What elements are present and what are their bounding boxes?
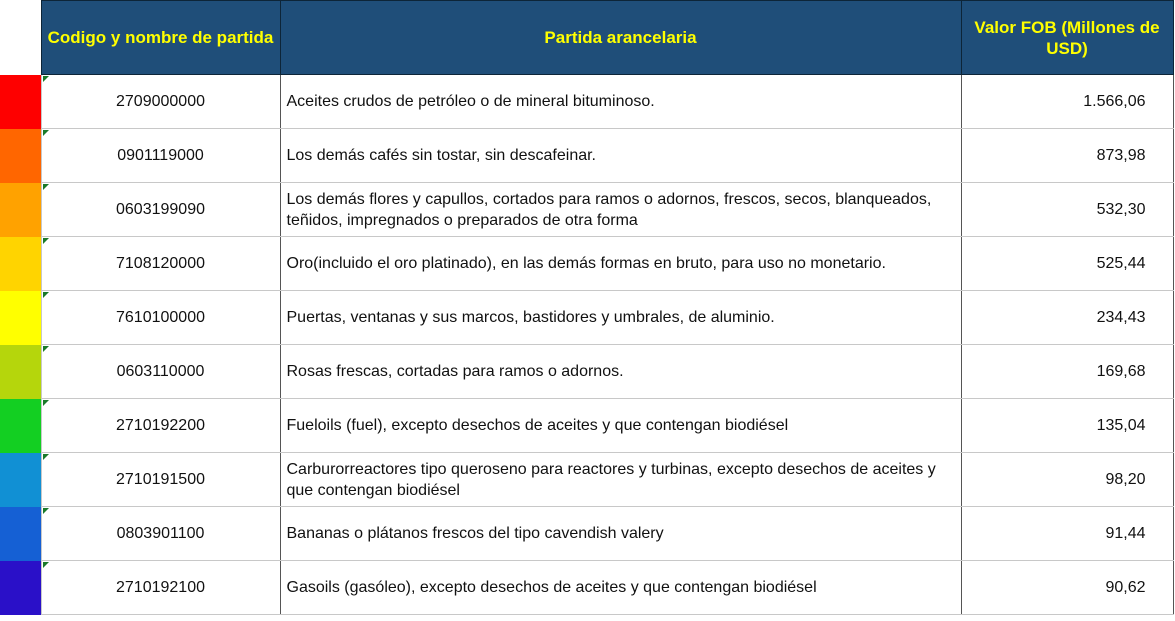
- tariff-code-cell[interactable]: 0603199090: [41, 183, 280, 237]
- cell-comment-indicator-icon: [43, 184, 49, 190]
- tariff-description-cell[interactable]: Aceites crudos de petróleo o de mineral bituminoso.: [280, 75, 961, 129]
- tariff-code-cell[interactable]: 2709000000: [41, 75, 280, 129]
- tariff-description-cell[interactable]: Puertas, ventanas y sus marcos, bastidores y umbrales, de aluminio.: [280, 291, 961, 345]
- fob-value-cell[interactable]: 873,98: [961, 129, 1173, 183]
- table-row: [0, 453, 1173, 507]
- tariff-code-cell[interactable]: 0803901100: [41, 507, 280, 561]
- row-color-swatch: [0, 237, 41, 291]
- header-value[interactable]: Valor FOB (Millones de USD): [961, 1, 1173, 75]
- row-color-swatch: [0, 453, 41, 507]
- table-row: [0, 183, 1173, 237]
- row-color-swatch: [0, 129, 41, 183]
- table-row: [0, 399, 1173, 453]
- row-color-swatch: [0, 183, 41, 237]
- table-body: [0, 75, 1173, 615]
- header-blank-cell: [0, 1, 41, 75]
- cell-comment-indicator-icon: [43, 400, 49, 406]
- table-row: [0, 75, 1173, 129]
- fob-value-cell[interactable]: 525,44: [961, 237, 1173, 291]
- header-code[interactable]: Codigo y nombre de partida: [41, 1, 280, 75]
- fob-value-cell[interactable]: 234,43: [961, 291, 1173, 345]
- tariff-description-cell[interactable]: Oro(incluido el oro platinado), en las demás formas en bruto, para uso no monetario.: [280, 237, 961, 291]
- tariff-description-cell[interactable]: Los demás flores y capullos, cortados para ramos o adornos, frescos, secos, blanqueados, teñidos, impregnados o preparados de otra forma: [280, 183, 961, 237]
- table-row: [0, 345, 1173, 399]
- fob-value-cell[interactable]: 98,20: [961, 453, 1173, 507]
- cell-comment-indicator-icon: [43, 238, 49, 244]
- cell-comment-indicator-icon: [43, 292, 49, 298]
- fob-value-cell[interactable]: 532,30: [961, 183, 1173, 237]
- row-color-swatch: [0, 75, 41, 129]
- row-color-swatch: [0, 345, 41, 399]
- cell-comment-indicator-icon: [43, 76, 49, 82]
- table-row: [0, 561, 1173, 615]
- cell-comment-indicator-icon: [43, 346, 49, 352]
- cell-comment-indicator-icon: [43, 508, 49, 514]
- tariff-description-cell[interactable]: Los demás cafés sin tostar, sin descafeinar.: [280, 129, 961, 183]
- fob-value-cell[interactable]: 1.566,06: [961, 75, 1173, 129]
- tariff-code-cell[interactable]: 2710191500: [41, 453, 280, 507]
- tariff-description-cell[interactable]: Gasoils (gasóleo), excepto desechos de aceites y que contengan biodiésel: [280, 561, 961, 615]
- tariff-code-cell[interactable]: 2710192100: [41, 561, 280, 615]
- fob-value-cell[interactable]: 135,04: [961, 399, 1173, 453]
- tariff-code-cell[interactable]: 0603110000: [41, 345, 280, 399]
- tariff-description-cell[interactable]: Carburorreactores tipo queroseno para reactores y turbinas, excepto desechos de aceites y que contengan biodiésel: [280, 453, 961, 507]
- row-color-swatch: [0, 561, 41, 615]
- table-row: [0, 507, 1173, 561]
- cell-comment-indicator-icon: [43, 562, 49, 568]
- tariff-description-cell[interactable]: Fueloils (fuel), excepto desechos de aceites y que contengan biodiésel: [280, 399, 961, 453]
- tariff-description-cell[interactable]: Rosas frescas, cortadas para ramos o adornos.: [280, 345, 961, 399]
- cell-comment-indicator-icon: [43, 130, 49, 136]
- table-row: [0, 129, 1173, 183]
- row-color-swatch: [0, 507, 41, 561]
- table-row: [0, 291, 1173, 345]
- header-row: [0, 1, 1173, 75]
- tariff-code-cell[interactable]: 2710192200: [41, 399, 280, 453]
- cell-comment-indicator-icon: [43, 454, 49, 460]
- row-color-swatch: [0, 291, 41, 345]
- fob-value-cell[interactable]: 90,62: [961, 561, 1173, 615]
- row-color-swatch: [0, 399, 41, 453]
- tariff-code-cell[interactable]: 7610100000: [41, 291, 280, 345]
- header-description[interactable]: Partida arancelaria: [280, 1, 961, 75]
- tariff-code-cell[interactable]: 0901119000: [41, 129, 280, 183]
- fob-value-cell[interactable]: 169,68: [961, 345, 1173, 399]
- tariff-code-cell[interactable]: 7108120000: [41, 237, 280, 291]
- table-row: [0, 237, 1173, 291]
- fob-value-cell[interactable]: 91,44: [961, 507, 1173, 561]
- tariff-description-cell[interactable]: Bananas o plátanos frescos del tipo cavendish valery: [280, 507, 961, 561]
